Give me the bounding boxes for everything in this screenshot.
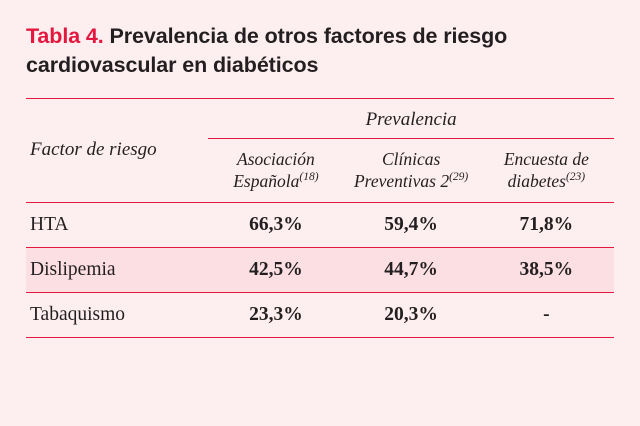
row-1-factor: Dislipemia — [26, 247, 208, 292]
row-2-value-0: 23,3% — [208, 292, 343, 337]
table-row — [26, 292, 614, 337]
header-col-2-ref: (29) — [449, 171, 469, 184]
header-col-1-ref: (18) — [299, 171, 319, 184]
row-1-value-0: 42,5% — [208, 247, 343, 292]
header-prevalencia: Prevalencia — [365, 109, 457, 131]
table-head — [26, 99, 614, 202]
table-number-label: Tabla 4. — [26, 24, 104, 48]
header-col-3-ref: (23) — [565, 171, 586, 184]
data-table — [26, 99, 614, 337]
header-col-asociacion-espanola — [208, 139, 343, 202]
divider-bottom — [26, 337, 614, 338]
header-col-clinicas-preventivas-2 — [344, 139, 479, 202]
row-0-factor: HTA — [26, 202, 208, 247]
table-caption — [26, 22, 614, 80]
row-0-value-1: 59,4% — [344, 202, 479, 247]
row-2-factor: Tabaquismo — [26, 292, 208, 337]
row-2-value-1: 20,3% — [344, 292, 479, 337]
header-col-encuesta-de-diabetes — [479, 139, 614, 202]
row-0-value-0: 66,3% — [208, 202, 343, 247]
row-1-value-2: 38,5% — [479, 247, 614, 292]
header-col-3-line2: diabetes — [507, 171, 566, 192]
header-col-1-line2: Española — [233, 171, 300, 192]
table-row — [26, 247, 614, 292]
header-factor-de-riesgo: Factor de riesgo — [30, 139, 157, 161]
header-col-3-line1: Encuesta de — [503, 149, 589, 170]
header-row-group — [26, 99, 614, 137]
row-1-value-1: 44,7% — [344, 247, 479, 292]
table-title-text: Prevalencia de otros factores de riesgo cardiovascular en diabéticos — [26, 24, 508, 78]
header-col-1-line1: Asociación — [237, 149, 315, 170]
row-2-value-2: - — [479, 292, 614, 337]
table-body — [26, 202, 614, 337]
header-col-2-line1: Clínicas — [381, 149, 441, 170]
row-0-value-2: 71,8% — [479, 202, 614, 247]
table-row — [26, 202, 614, 247]
header-col-2-line2: Preventivas 2 — [353, 171, 450, 192]
